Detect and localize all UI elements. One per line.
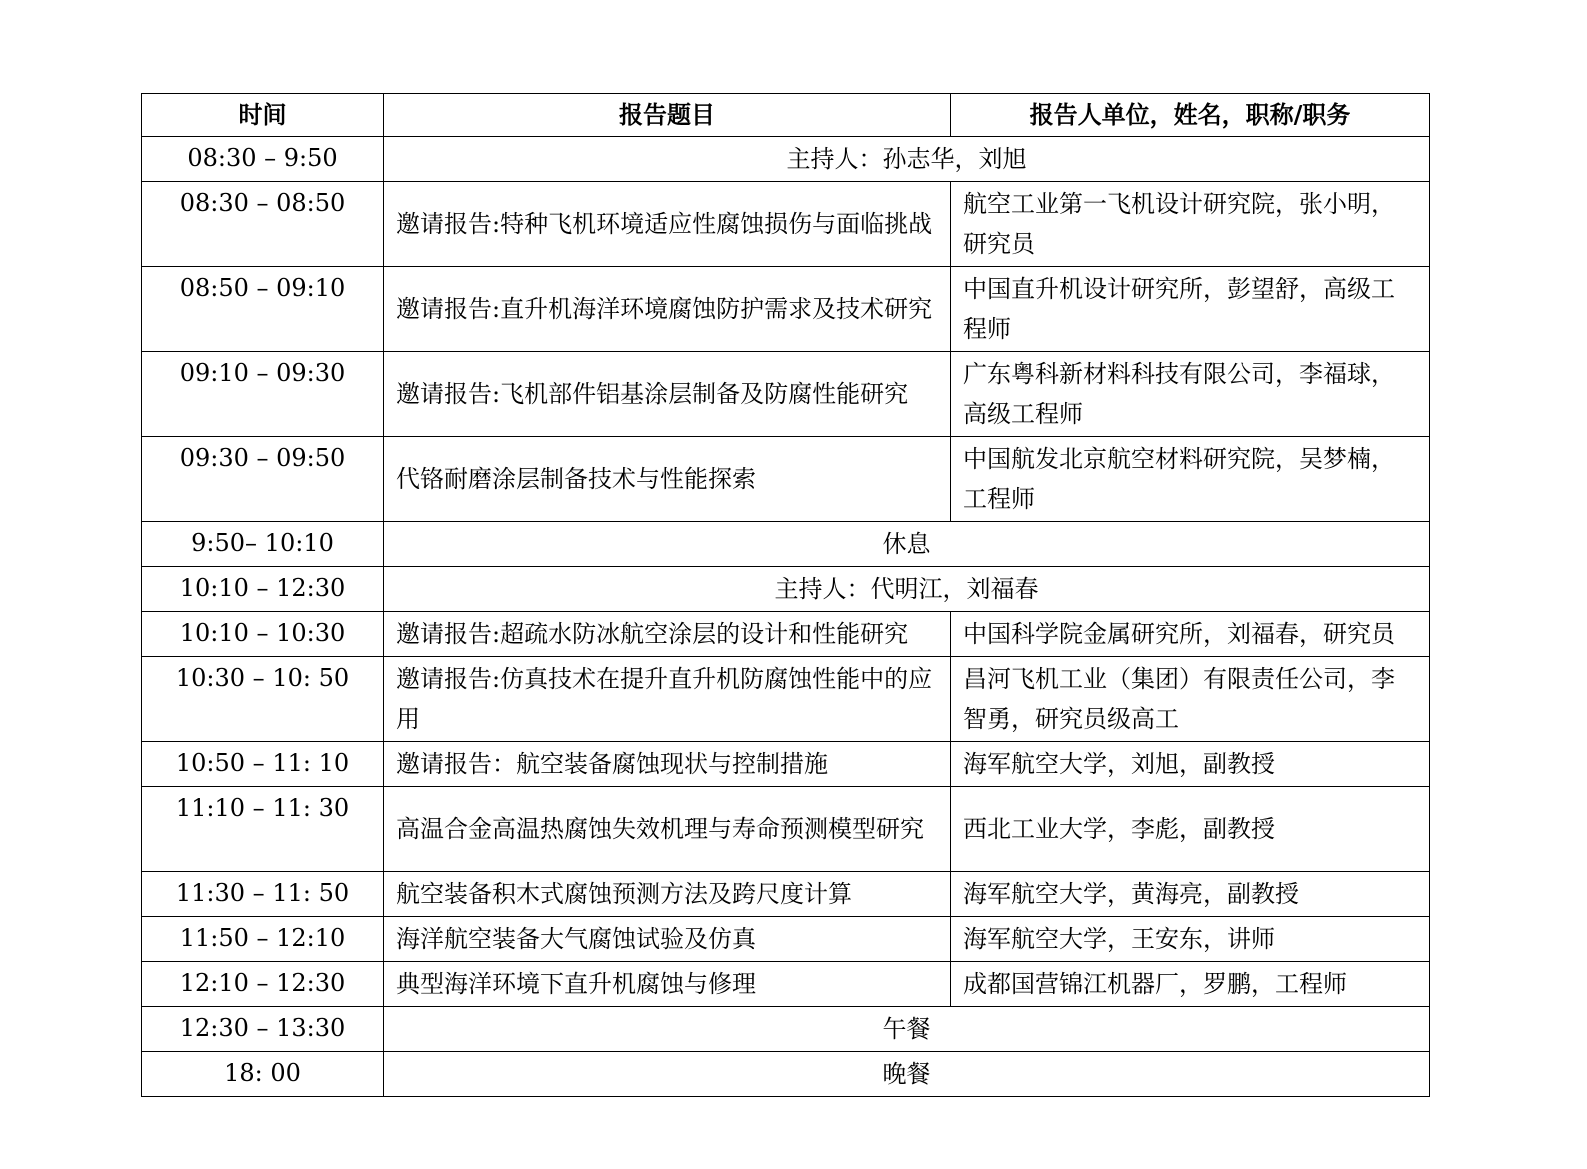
schedule-table [141,93,1430,1097]
speaker-cell: 海军航空大学，刘旭，副教授 [951,742,1430,787]
speaker-cell: 成都国营锦江机器厂，罗鹏，工程师 [951,962,1430,1007]
topic-cell: 邀请报告:超疏水防冰航空涂层的设计和性能研究 [384,612,951,657]
header-speaker: 报告人单位，姓名，职称/职务 [951,94,1430,137]
time-cell: 11:50 – 12:10 [142,917,384,962]
schedule-body [142,137,1430,1097]
talk-row [142,267,1430,352]
topic-cell: 邀请报告：航空装备腐蚀现状与控制措施 [384,742,951,787]
topic-cell: 邀请报告:飞机部件铝基涂层制备及防腐性能研究 [384,352,951,437]
topic-cell: 邀请报告:特种飞机环境适应性腐蚀损伤与面临挑战 [384,182,951,267]
session-cell: 主持人：代明江，刘福春 [384,567,1430,612]
topic-cell: 航空装备积木式腐蚀预测方法及跨尺度计算 [384,872,951,917]
speaker-cell: 广东粤科新材料科技有限公司，李福球，高级工程师 [951,352,1430,437]
session-cell: 休息 [384,522,1430,567]
time-cell: 08:30 – 08:50 [142,182,384,267]
header-time: 时间 [142,94,384,137]
speaker-cell: 昌河飞机工业（集团）有限责任公司，李智勇，研究员级高工 [951,657,1430,742]
time-cell: 9:50– 10:10 [142,522,384,567]
topic-cell: 邀请报告:直升机海洋环境腐蚀防护需求及技术研究 [384,267,951,352]
speaker-cell: 中国科学院金属研究所，刘福春，研究员 [951,612,1430,657]
topic-cell: 邀请报告:仿真技术在提升直升机防腐蚀性能中的应用 [384,657,951,742]
talk-row [142,657,1430,742]
talk-row [142,352,1430,437]
time-cell: 12:10 – 12:30 [142,962,384,1007]
time-cell: 08:50 – 09:10 [142,267,384,352]
session-cell: 主持人：孙志华，刘旭 [384,137,1430,182]
speaker-cell: 海军航空大学，黄海亮，副教授 [951,872,1430,917]
header-topic: 报告题目 [384,94,951,137]
talk-row [142,962,1430,1007]
time-cell: 08:30 – 9:50 [142,137,384,182]
time-cell: 12:30 – 13:30 [142,1007,384,1052]
header-row [142,94,1430,137]
session-cell: 晚餐 [384,1052,1430,1097]
time-cell: 10:10 – 10:30 [142,612,384,657]
session-row [142,137,1430,182]
topic-cell: 典型海洋环境下直升机腐蚀与修理 [384,962,951,1007]
talk-row [142,742,1430,787]
speaker-cell: 中国直升机设计研究所，彭望舒，高级工程师 [951,267,1430,352]
speaker-cell: 西北工业大学，李彪，副教授 [951,787,1430,872]
talk-row [142,437,1430,522]
talk-row [142,182,1430,267]
time-cell: 10:50 – 11: 10 [142,742,384,787]
session-cell: 午餐 [384,1007,1430,1052]
speaker-cell: 航空工业第一飞机设计研究院，张小明，研究员 [951,182,1430,267]
time-cell: 10:30 – 10: 50 [142,657,384,742]
talk-row [142,917,1430,962]
time-cell: 11:10 – 11: 30 [142,787,384,872]
speaker-cell: 海军航空大学，王安东，讲师 [951,917,1430,962]
session-row [142,522,1430,567]
topic-cell: 海洋航空装备大气腐蚀试验及仿真 [384,917,951,962]
speaker-cell: 中国航发北京航空材料研究院，吴梦楠，工程师 [951,437,1430,522]
talk-row [142,612,1430,657]
time-cell: 10:10 – 12:30 [142,567,384,612]
time-cell: 09:10 – 09:30 [142,352,384,437]
topic-cell: 代铬耐磨涂层制备技术与性能探索 [384,437,951,522]
topic-cell: 高温合金高温热腐蚀失效机理与寿命预测模型研究 [384,787,951,872]
session-row [142,567,1430,612]
session-row [142,1052,1430,1097]
time-cell: 09:30 – 09:50 [142,437,384,522]
talk-row [142,872,1430,917]
session-row [142,1007,1430,1052]
talk-row [142,787,1430,872]
time-cell: 11:30 – 11: 50 [142,872,384,917]
time-cell: 18: 00 [142,1052,384,1097]
